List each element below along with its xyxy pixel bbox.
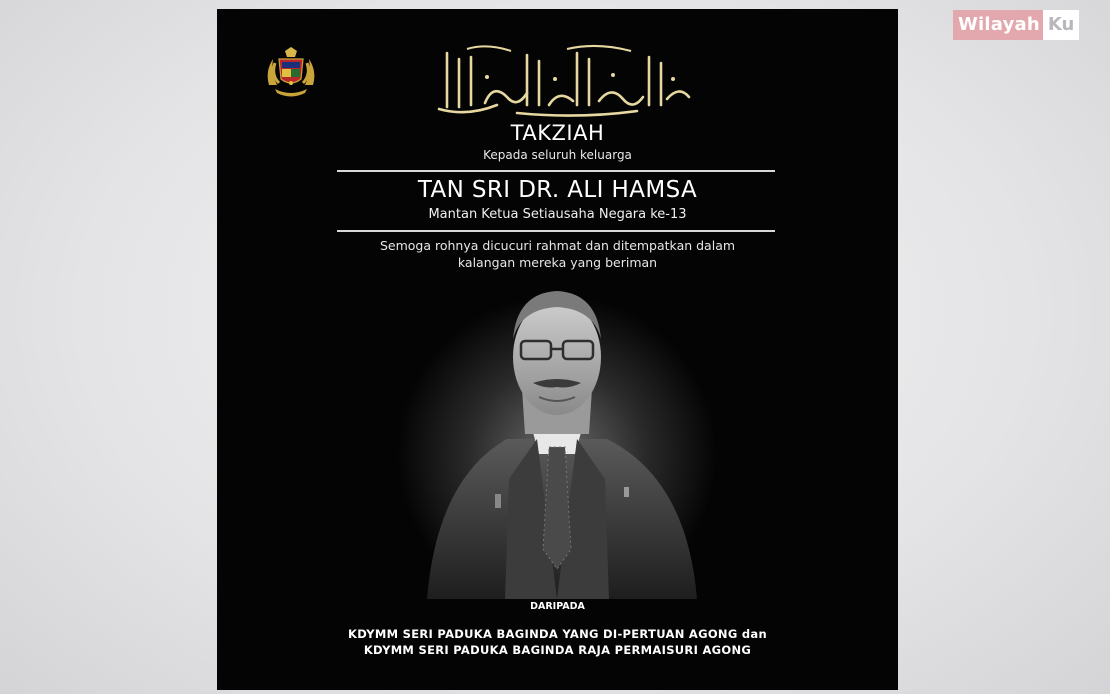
- bottom-divider: [337, 230, 775, 232]
- sender-line-2: KDYMM SERI PADUKA BAGINDA RAJA PERMAISURI AGONG: [363, 643, 752, 657]
- watermark-logo: [953, 9, 1103, 41]
- prayer-line-2: kalangan mereka yang beriman: [457, 255, 658, 270]
- top-divider: [337, 170, 775, 172]
- sender-line-1: KDYMM SERI PADUKA BAGINDA YANG DI-PERTUAN AGONG dan: [348, 627, 767, 641]
- takziah-title: TAKZIAH: [510, 121, 605, 145]
- portrait-photo: [397, 279, 717, 599]
- watermark-text-ku: Ku: [1043, 10, 1079, 40]
- deceased-name: TAN SRI DR. ALI HAMSA: [417, 177, 698, 203]
- prayer-line-1: Semoga rohnya dicucuri rahmat dan ditempatkan dalam: [379, 238, 736, 253]
- family-subtitle: Kepada seluruh keluarga: [483, 148, 632, 162]
- watermark-text-wilayah: Wilayah: [953, 10, 1043, 40]
- from-label: DARIPADA: [530, 601, 585, 612]
- arabic-calligraphy: [427, 39, 697, 119]
- deceased-position: Mantan Ketua Setiausaha Negara ke-13: [428, 207, 687, 222]
- prayer-text: [357, 237, 758, 271]
- condolence-card: [217, 9, 898, 690]
- malaysia-coat-of-arms-icon: [261, 45, 321, 105]
